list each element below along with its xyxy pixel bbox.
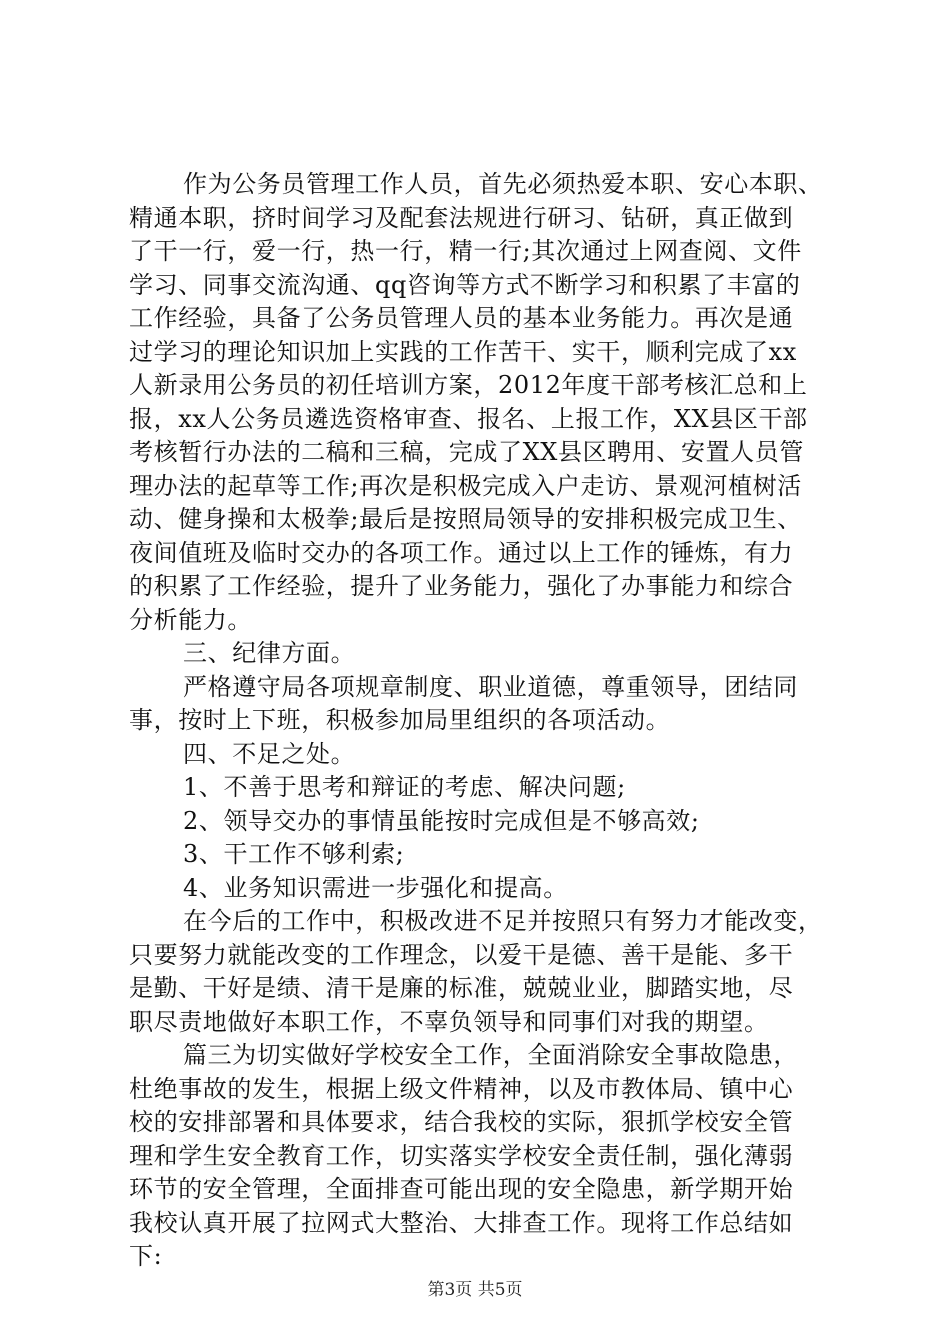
text-line: 的积累了工作经验，提升了业务能力，强化了办事能力和综合 xyxy=(129,572,794,600)
text-line: 校的安排部署和具体要求，结合我校的实际，狠抓学校安全管 xyxy=(129,1108,794,1136)
text-line: 作为公务员管理工作人员，首先必须热爱本职、安心本职、 xyxy=(183,170,823,198)
text-line: 动、健身操和太极拳;最后是按照局领导的安排积极完成卫生、 xyxy=(129,505,802,533)
text-line: 分析能力。 xyxy=(129,605,252,634)
text-line: 篇三为切实做好学校安全工作，全面消除安全事故隐患， xyxy=(183,1041,798,1069)
text-line: 事，按时上下班，积极参加局里组织的各项活动。 xyxy=(129,706,671,734)
section-heading: 三、纪律方面。 xyxy=(183,639,356,667)
text-line: 工作经验，具备了公务员管理人员的基本业务能力。再次是通 xyxy=(129,304,794,332)
body-text xyxy=(129,168,829,1274)
list-item: 4、业务知识需进一步强化和提高。 xyxy=(183,873,568,902)
text-line: 我校认真开展了拉网式大整治、大排查工作。现将工作总结如 xyxy=(129,1208,794,1237)
list-item: 1、不善于思考和辩证的考虑、解决问题; xyxy=(183,773,626,801)
page-number-label: 第3页 共5页 xyxy=(427,1280,523,1300)
text-line: 考核暂行办法的二稿和三稿，完成了XX县区聘用、安置人员管 xyxy=(129,438,804,466)
text-line: 了干一行，爱一行，热一行，精一行;其次通过上网查阅、文件 xyxy=(129,237,802,265)
list-item: 3、干工作不够利索; xyxy=(183,840,405,868)
text-line: 下: xyxy=(129,1242,163,1270)
text-line: 人新录用公务员的初任培训方案，2012年度干部考核汇总和上 xyxy=(129,371,808,399)
text-line: 杜绝事故的发生，根据上级文件精神，以及市教体局、镇中心 xyxy=(129,1074,794,1103)
text-line: 精通本职，挤时间学习及配套法规进行研习、钻研，真正做到 xyxy=(129,203,794,232)
page-footer xyxy=(0,1275,950,1300)
text-line: 报，xx人公务员遴选资格审查、报名、上报工作，XX县区干部 xyxy=(129,404,808,433)
text-line: 夜间值班及临时交办的各项工作。通过以上工作的锤炼，有力 xyxy=(129,538,794,567)
text-line: 职尽责地做好本职工作，不辜负领导和同事们对我的期望。 xyxy=(129,1007,769,1036)
text-line: 严格遵守局各项规章制度、职业道德，尊重领导，团结同 xyxy=(183,672,798,701)
text-line: 学习、同事交流沟通、qq咨询等方式不断学习和积累了丰富的 xyxy=(129,270,801,299)
list-item: 2、领导交办的事情虽能按时完成但是不够高效; xyxy=(183,806,700,835)
text-line: 是勤、干好是绩、清干是廉的标准，兢兢业业，脚踏实地，尽 xyxy=(129,974,794,1002)
section-heading: 四、不足之处。 xyxy=(183,739,356,768)
text-line: 理和学生安全教育工作，切实落实学校安全责任制，强化薄弱 xyxy=(129,1141,794,1170)
text-line: 理办法的起草等工作;再次是积极完成入户走访、景观河植树活 xyxy=(129,471,802,500)
text-line: 过学习的理论知识加上实践的工作苦干、实干，顺利完成了xx xyxy=(129,337,797,366)
text-line: 环节的安全管理，全面排查可能出现的安全隐患，新学期开始 xyxy=(129,1175,794,1203)
text-line: 只要努力就能改变的工作理念，以爱干是德、善干是能、多干 xyxy=(129,940,794,969)
text-line: 在今后的工作中，积极改进不足并按照只有努力才能改变， xyxy=(183,907,823,935)
